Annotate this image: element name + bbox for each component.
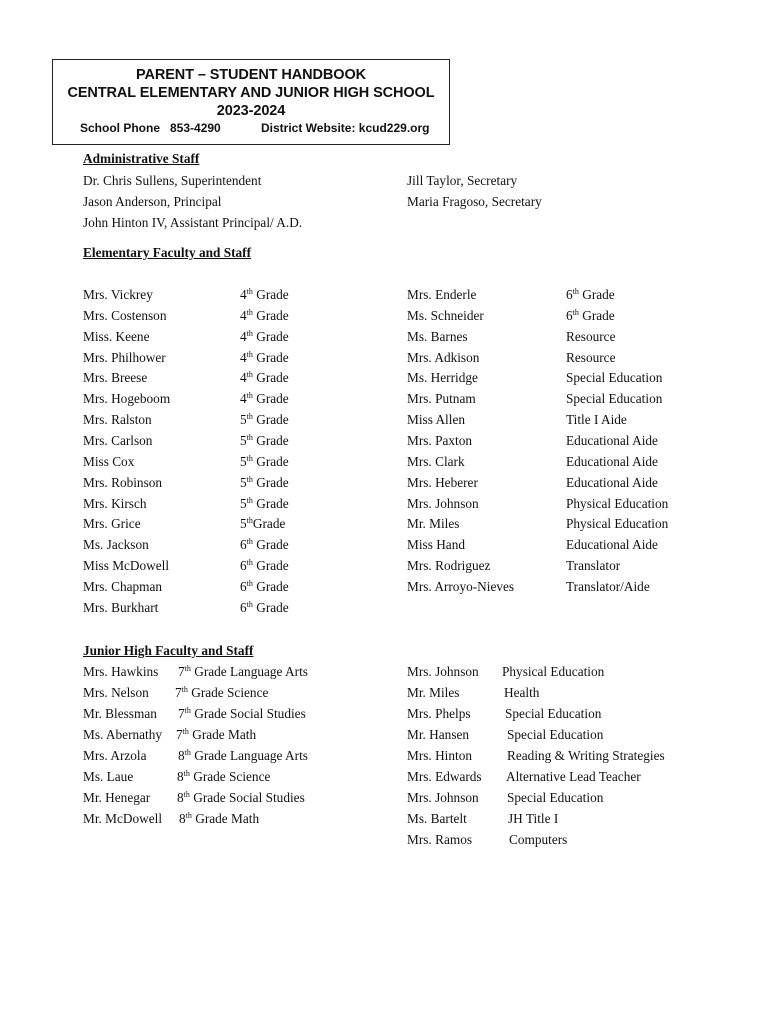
ordinal-suffix: th	[246, 329, 253, 338]
staff-name: Mr. Hansen	[407, 727, 470, 742]
staff-name: Miss. Keene	[83, 329, 150, 344]
ordinal-suffix: th	[246, 558, 253, 567]
staff-name: Mrs. Hinton	[407, 748, 473, 763]
staff-role: 4th Grade	[240, 308, 289, 323]
handbook-title: PARENT – STUDENT HANDBOOK	[135, 67, 367, 83]
ordinal-suffix: th	[246, 516, 253, 525]
staff-name: Mr. McDowell	[83, 811, 163, 826]
staff-role: Special Education	[566, 370, 663, 385]
staff-role: 5thGrade	[240, 516, 286, 531]
staff-role: 6th Grade	[240, 600, 289, 615]
staff-name: Mrs. Burkhart	[83, 600, 159, 615]
staff-name: Mrs. Johnson	[407, 790, 479, 805]
staff-role: Special Education	[507, 727, 604, 742]
staff-role: 8th Grade Science	[177, 769, 271, 784]
staff-role: Special Education	[566, 391, 663, 406]
staff-name: Mrs. Heberer	[407, 475, 478, 490]
staff-role: 4th Grade	[240, 329, 289, 344]
staff-name: Mrs. Grice	[83, 516, 141, 531]
ordinal-suffix: th	[183, 769, 190, 778]
staff-name: Mr. Miles	[407, 685, 460, 700]
staff-name: Ms. Herridge	[407, 370, 478, 385]
staff-role: 5th Grade	[240, 475, 289, 490]
staff-role: Educational Aide	[566, 537, 658, 552]
staff-name: Mrs. Adkison	[407, 350, 480, 365]
staff-role: Resource	[566, 329, 616, 344]
staff-name: Mrs. Paxton	[407, 433, 473, 448]
staff-role: Physical Education	[566, 496, 669, 511]
staff-name: Mrs. Enderle	[407, 287, 477, 302]
ordinal-suffix: th	[246, 433, 253, 442]
ordinal-suffix: th	[246, 370, 253, 379]
staff-role: Physical Education	[502, 664, 605, 679]
staff-name: Mrs. Putnam	[407, 391, 476, 406]
admin-heading: Administrative Staff	[83, 151, 200, 166]
staff-role: 6th Grade	[566, 287, 615, 302]
staff-name: Mrs. Chapman	[83, 579, 163, 594]
school-name: CENTRAL ELEMENTARY AND JUNIOR HIGH SCHOOL	[67, 85, 435, 101]
ordinal-suffix: th	[572, 287, 579, 296]
ordinal-suffix: th	[184, 664, 191, 673]
staff-role: Physical Education	[566, 516, 669, 531]
staff-role: Translator	[566, 558, 621, 573]
staff-name: Mrs. Hawkins	[83, 664, 159, 679]
staff-name: Mrs. Kirsch	[83, 496, 147, 511]
staff-name: Mrs. Nelson	[83, 685, 149, 700]
staff-name: Mr. Henegar	[83, 790, 151, 805]
staff-role: Resource	[566, 350, 616, 365]
ordinal-suffix: th	[246, 391, 253, 400]
staff-name: Mrs. Edwards	[407, 769, 482, 784]
admin-staff-entry: John Hinton IV, Assistant Principal/ A.D.	[83, 215, 303, 230]
staff-role: Alternative Lead Teacher	[506, 769, 641, 784]
staff-role: Computers	[509, 832, 568, 847]
staff-role: 4th Grade	[240, 391, 289, 406]
staff-role: 7th Grade Language Arts	[178, 664, 308, 679]
ordinal-suffix: th	[246, 308, 253, 317]
staff-role: Educational Aide	[566, 454, 658, 469]
staff-role: 8th Grade Social Studies	[177, 790, 305, 805]
staff-name: Ms. Schneider	[407, 308, 484, 323]
ordinal-suffix: th	[246, 475, 253, 484]
staff-name: Mr. Blessman	[83, 706, 157, 721]
admin-staff-entry: Dr. Chris Sullens, Superintendent	[83, 173, 262, 188]
admin-staff-entry: Maria Fragoso, Secretary	[407, 194, 542, 209]
staff-name: Mrs. Johnson	[407, 496, 479, 511]
district-website: District Website: kcud229.org	[261, 121, 430, 135]
admin-staff-entry: Jill Taylor, Secretary	[407, 173, 518, 188]
ordinal-suffix: th	[246, 412, 253, 421]
staff-name: Mrs. Breese	[83, 370, 148, 385]
staff-name: Mrs. Ramos	[407, 832, 473, 847]
staff-role: 6th Grade	[240, 537, 289, 552]
ordinal-suffix: th	[572, 308, 579, 317]
staff-name: Ms. Barnes	[407, 329, 468, 344]
staff-name: Mr. Miles	[407, 516, 460, 531]
staff-name: Mrs. Robinson	[83, 475, 163, 490]
staff-name: Miss Hand	[407, 537, 465, 552]
staff-name: Miss Cox	[83, 454, 135, 469]
staff-name: Mrs. Clark	[407, 454, 465, 469]
staff-role: 5th Grade	[240, 412, 289, 427]
ordinal-suffix: th	[246, 579, 253, 588]
staff-name: Mrs. Vickrey	[83, 287, 153, 302]
staff-name: Miss Allen	[407, 412, 465, 427]
staff-role: 8th Grade Language Arts	[178, 748, 308, 763]
junior-high-heading: Junior High Faculty and Staff	[83, 643, 254, 658]
ordinal-suffix: th	[185, 811, 192, 820]
ordinal-suffix: th	[246, 454, 253, 463]
ordinal-suffix: th	[182, 727, 189, 736]
staff-role: 5th Grade	[240, 433, 289, 448]
ordinal-suffix: th	[184, 706, 191, 715]
staff-name: Mrs. Costenson	[83, 308, 167, 323]
staff-name: Miss McDowell	[83, 558, 170, 573]
ordinal-suffix: th	[246, 287, 253, 296]
staff-name: Ms. Abernathy	[83, 727, 163, 742]
admin-staff-entry: Jason Anderson, Principal	[83, 194, 222, 209]
ordinal-suffix: th	[181, 685, 188, 694]
staff-role: Educational Aide	[566, 433, 658, 448]
ordinal-suffix: th	[183, 790, 190, 799]
staff-name: Mrs. Hogeboom	[83, 391, 171, 406]
staff-name: Mrs. Carlson	[83, 433, 153, 448]
staff-name: Ms. Bartelt	[407, 811, 467, 826]
staff-role: 4th Grade	[240, 287, 289, 302]
staff-role: Educational Aide	[566, 475, 658, 490]
ordinal-suffix: th	[246, 537, 253, 546]
ordinal-suffix: th	[184, 748, 191, 757]
staff-role: Health	[504, 685, 540, 700]
staff-role: Translator/Aide	[566, 579, 650, 594]
staff-name: Mrs. Arzola	[83, 748, 147, 763]
staff-role: 4th Grade	[240, 370, 289, 385]
staff-role: 7th Grade Science	[175, 685, 269, 700]
staff-role: Reading & Writing Strategies	[507, 748, 665, 763]
ordinal-suffix: th	[246, 600, 253, 609]
handbook-header	[52, 59, 450, 145]
staff-role: 7th Grade Math	[176, 727, 257, 742]
school-phone: School Phone 853-4290	[80, 121, 221, 135]
staff-name: Ms. Jackson	[83, 537, 149, 552]
staff-role: 8th Grade Math	[179, 811, 260, 826]
staff-role: JH Title I	[508, 811, 559, 826]
staff-name: Mrs. Phelps	[407, 706, 471, 721]
ordinal-suffix: th	[246, 350, 253, 359]
staff-role: Special Education	[507, 790, 604, 805]
staff-role: 4th Grade	[240, 350, 289, 365]
school-year: 2023-2024	[216, 103, 286, 119]
staff-role: Title I Aide	[566, 412, 627, 427]
staff-name: Mrs. Philhower	[83, 350, 166, 365]
staff-name: Mrs. Arroyo-Nieves	[407, 579, 515, 594]
staff-role: 6th Grade	[240, 558, 289, 573]
staff-name: Mrs. Ralston	[83, 412, 152, 427]
staff-role: 7th Grade Social Studies	[178, 706, 306, 721]
ordinal-suffix: th	[246, 496, 253, 505]
staff-role: 6th Grade	[240, 579, 289, 594]
staff-role: 5th Grade	[240, 496, 289, 511]
staff-name: Ms. Laue	[83, 769, 134, 784]
staff-role: 5th Grade	[240, 454, 289, 469]
staff-name: Mrs. Rodriguez	[407, 558, 491, 573]
staff-name: Mrs. Johnson	[407, 664, 479, 679]
staff-role: Special Education	[505, 706, 602, 721]
elementary-heading: Elementary Faculty and Staff	[83, 245, 252, 260]
staff-role: 6th Grade	[566, 308, 615, 323]
